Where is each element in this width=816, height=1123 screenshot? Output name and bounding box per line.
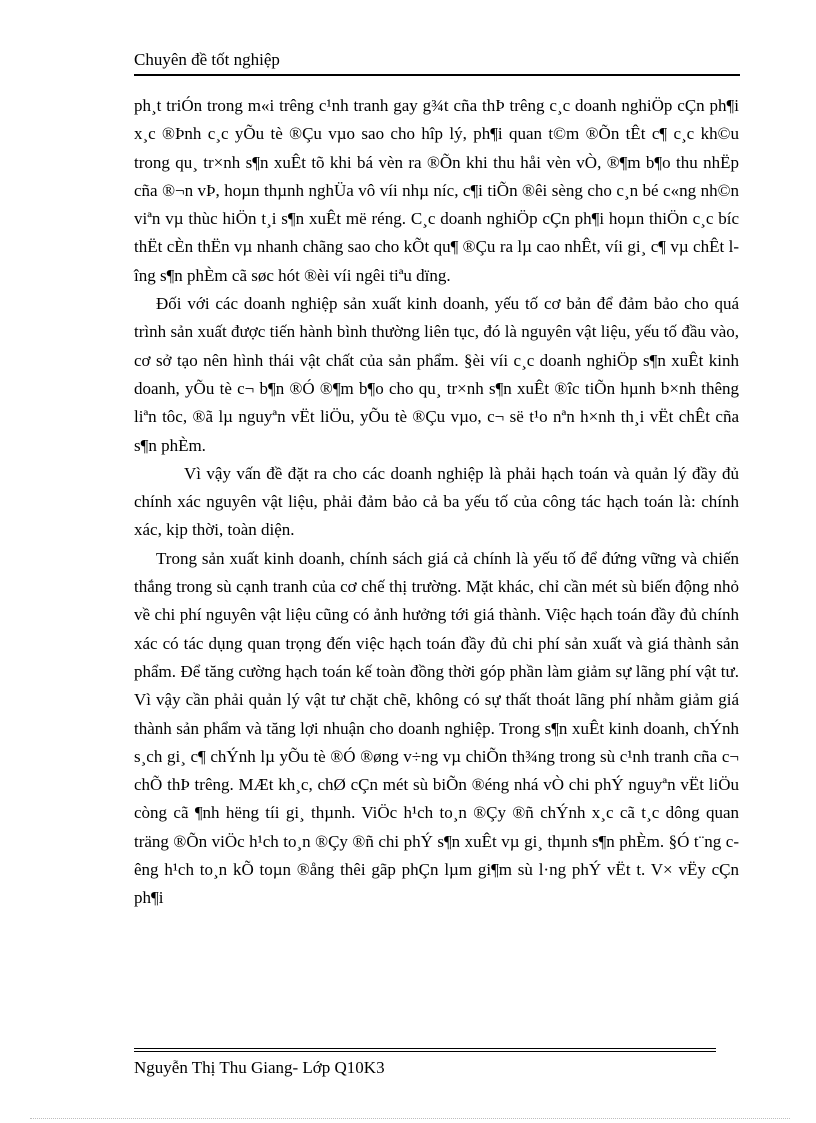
page-footer [134,1058,385,1078]
footer-divider [134,1048,716,1049]
page-header [134,48,740,76]
paragraph-1: ph¸t triÓn trong m«i trêng c¹nh tranh gay g¾t cña thÞ trêng c¸c doanh nghiÖp cÇn ph¶i x¸c ®Þnh c¸c yÕu tè ®Çu vµo sao cho hîp lý, ph¶i quan t©m ®Õn tÊt c¶ c¸c kh©u trong qu¸ tr×nh s¶n xuÊt tõ khi bá vèn ra ®Õn khi thu håi vèn vÒ, ®¶m b¶o thu nhËp cña ®¬n vÞ, hoµn thµnh nghÜa vô víi nhµ níc, c¶i tiÕn ®êi sèng cho c¸n bé c«ng nh©n viªn vµ thùc hiÖn t¸i s¶n xuÊt më réng. C¸c doanh nghiÖp cÇn ph¶i hoµn thiÖn c¸c bíc thËt cÈn thËn vµ nhanh chãng sao cho kÕt qu¶ ®Çu ra lµ cao nhÊt, víi gi¸ c¶ vµ chÊt lîng s¶n phÈm cã søc hót ®èi víi ngêi tiªu dïng. [134,96,739,285]
footer-divider-second [134,1051,716,1052]
paragraph-2: Đối với các doanh nghiệp sản xuất kinh doanh, yếu tố cơ bản để đảm bảo cho quá trình sản xuất được tiến hành bình thường liên tục, đó là nguyên vật liệu, yếu tố đầu vào, cơ sở tạo nên hình thái vật chất của sản phẩm. §èi víi c¸c doanh nghiÖp s¶n xuÊt kinh doanh, yÕu tè c¬ b¶n ®Ó ®¶m b¶o cho qu¸ tr×nh s¶n xuÊt ®îc tiÕn hµnh b×nh thêng liªn tôc, ®ã lµ nguyªn vËt liÖu, yÕu tè ®Çu vµo, c¬ së t¹o nªn h×nh th¸i vËt chÊt cña s¶n phÈm. [134,294,739,455]
page-bottom-border [30,1118,790,1119]
footer-author: Nguyễn Thị Thu Giang- Lớp Q10K3 [134,1058,385,1077]
paragraph-4: Trong sản xuất kinh doanh, chính sách giá cả chính là yếu tố để đứng vững và chiến thắng trong sù cạnh tranh của cơ chế thị trường. Mặt khác, chỉ cần mét sù biến động nhỏ về chi phí nguyên vật liệu cũng có ảnh hưởng tới giá thành. Việc hạch toán đầy đủ chính xác có tác dụng quan trọng đến việc hạch toán đầy đủ chi phí sản xuất và giá thành sản phẩm. Để tăng cường hạch toán kế toàn đồng thời góp phần làm giảm sự lãng phí vật tư. Vì vậy cần phải quản lý vật tư chặt chẽ, không có sự thất thoát lãng phí nhằm giảm giá thành sản phẩm và tăng lợi nhuận cho doanh nghiệp. Trong s¶n xuÊt kinh doanh, chÝnh s¸ch gi¸ c¶ chÝnh lµ yÕu tè ®Ó ®øng v÷ng vµ chiÕn th¾ng trong sù c¹nh tranh cña c¬ chÕ thÞ trêng. MÆt kh¸c, chØ cÇn mét sù biÕn ®éng nhá vÒ chi phÝ nguyªn vËt liÖu còng cã ¶nh hëng tíi gi¸ thµnh. ViÖc h¹ch to¸n ®Çy ®ñ chÝnh x¸c cã t¸c dông quan träng ®Õn viÖc h¹ch to¸n ®Çy ®ñ chi phÝ s¶n xuÊt vµ gi¸ thµnh s¶n phÈm. §Ó t¨ng cêng h¹ch to¸n kÕ toµn ®ång thêi gãp phÇn lµm gi¶m sù l·ng phÝ vËt t. V× vËy cÇn ph¶i [134,548,739,908]
paragraph-3: Vì vậy vấn đề đặt ra cho các doanh nghiệp là phải hạch toán và quản lý đầy đủ chính xác nguyên vật liệu, phải đảm bảo cả ba yếu tố của công tác hạch toán là: chính xác, kịp thời, toàn diện. [134,463,739,540]
document-body [134,92,739,913]
document-title: Chuyên đề tốt nghiệp [134,50,280,69]
